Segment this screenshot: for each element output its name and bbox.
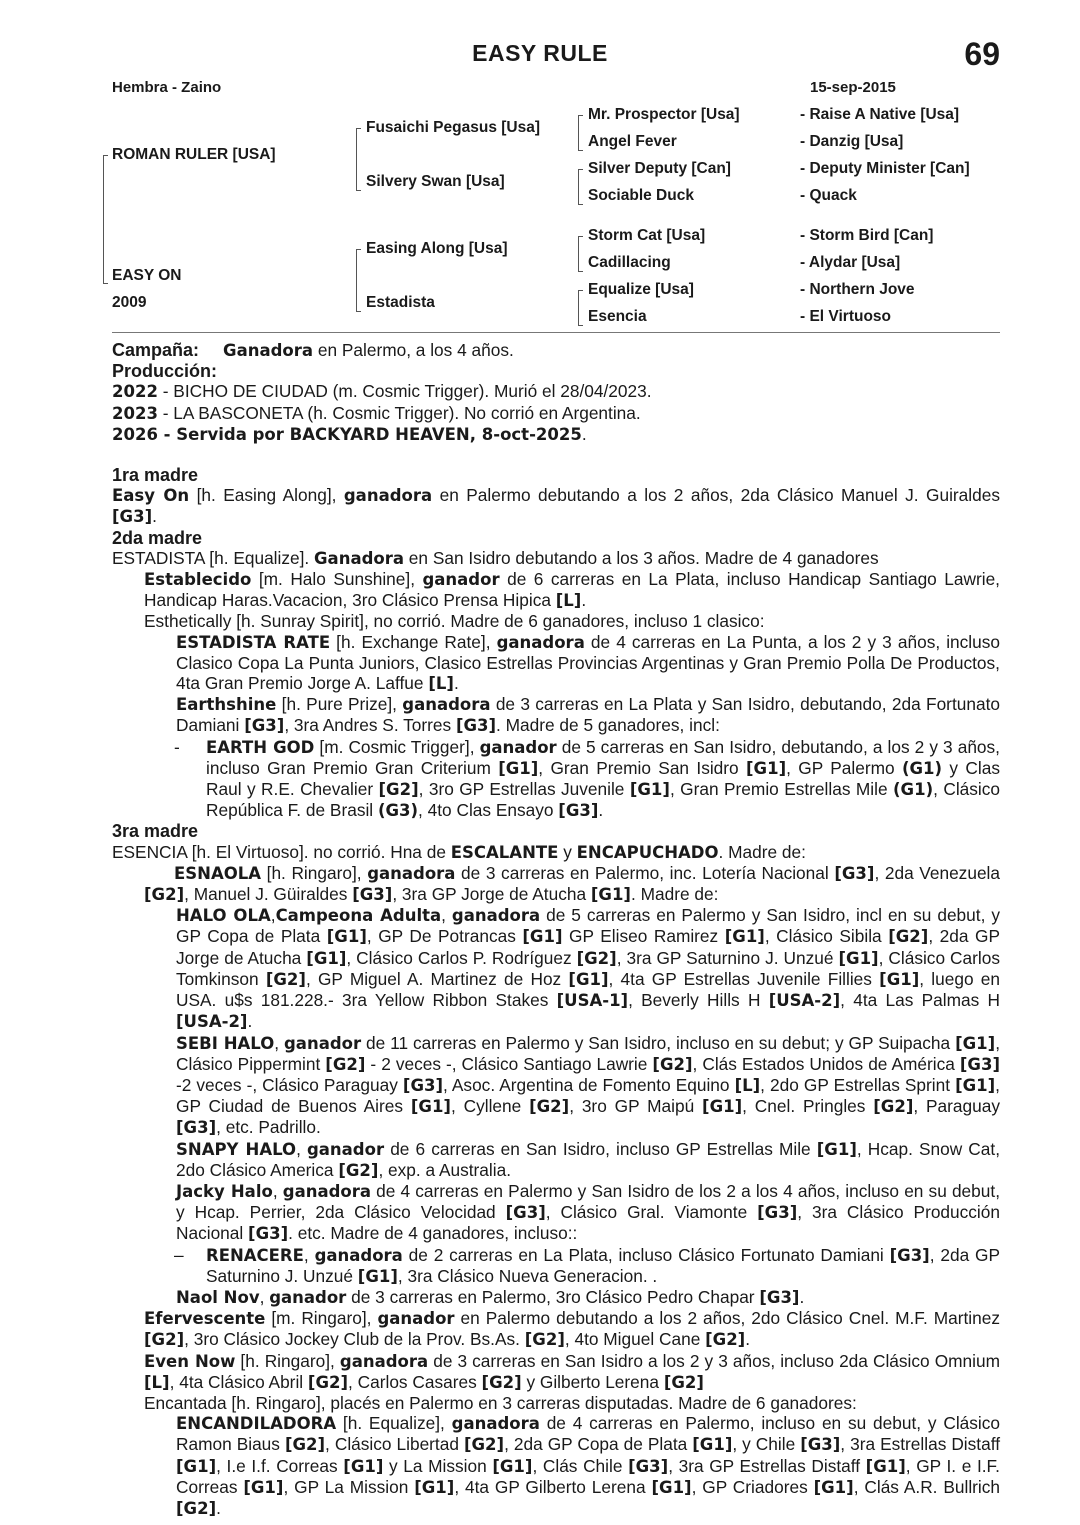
campana-line: Campaña: Ganadora en Palermo, a los 4 años. xyxy=(112,340,514,360)
dam-year: 2009 xyxy=(112,294,147,311)
entry-earthshine: Earthshine [h. Pure Prize], ganadora de 3 carreras en La Plata y San Isidro, debutando, 2da Fortunato Damiani [G3], 3ra Andres S. Torres [G3]. Madre de 5 ganadores, incl: xyxy=(176,694,1000,736)
produccion-label: Producción: xyxy=(112,361,218,382)
pedigree-gen4-1: - Raise A Native [Usa] xyxy=(800,106,960,123)
pedigree-gen4-8: - El Virtuoso xyxy=(800,308,892,325)
pedigree-gen4-7: - Northern Jove xyxy=(800,281,915,298)
entry-renacere: – RENACERE, ganadora de 2 carreras en La Plata, incluso Clásico Fortunato Damiani [G3], 2da GP Saturnino J. Unzué [G1], 3ra Clásico Nueva Generacion. . xyxy=(174,1244,1000,1286)
pedigree-gen4-5: - Storm Bird [Can] xyxy=(800,227,934,244)
pedigree-gen4-4: - Quack xyxy=(800,187,857,204)
madre3-heading: 3ra madre xyxy=(112,821,199,842)
pedigree-gen3-8: Esencia xyxy=(588,308,647,325)
pedigree-gen4-2: - Danzig [Usa] xyxy=(800,133,904,150)
entry-even-now: Even Now [h. Ringaro], ganadora de 3 carreras en San Isidro a los 2 y 3 años, incluso 2da Clásico Omnium [L], 4ta Clásico Abril [G2], Carlos Casares [G2] y Gilberto Lerena [G2] xyxy=(144,1350,1000,1392)
page-number: 69 xyxy=(964,36,1000,72)
pedigree-gen3-7: Equalize [Usa] xyxy=(588,281,694,298)
entry-esnaola: ESNAOLA [h. Ringaro], ganadora de 3 carreras en Palermo, inc. Lotería Nacional [G3], 2da Venezuela [G2], Manuel J. Güiraldes [G3], 3ra GP Jorge de Atucha [G1]. Madre de: xyxy=(144,862,1001,905)
birth-date: 15-sep-2015 xyxy=(810,79,896,96)
pedigree-gen3-2: Angel Fever xyxy=(588,133,677,150)
madre1-heading: 1ra madre xyxy=(112,465,199,486)
entry-snapy-halo: SNAPY HALO, ganador de 6 carreras en San Isidro, incluso GP Estrellas Mile [G1], Hcap. Snow Cat, 2do Clásico America [G2], exp. a Australia. xyxy=(176,1138,1000,1180)
entry-efervescente: Efervescente [m. Ringaro], ganador en Palermo debutando a los 2 años, 2do Clásico Cnel. M.F. Martinez [G2], 3ro Clásico Jockey Club de la Prov. Bs.As. [G2], 4to Miguel Cane [G2]. xyxy=(144,1308,1000,1350)
entry-encantada: Encantada [h. Ringaro], placés en Palermo en 3 carreras disputadas. Madre de 6 ganadores: xyxy=(144,1392,857,1413)
dam-name: EASY ON xyxy=(112,267,182,284)
pedigree-gen2-3: Easing Along [Usa] xyxy=(366,240,508,257)
campana-label: Campaña: xyxy=(112,340,200,360)
divider xyxy=(112,332,1000,333)
entry-earth-god: - EARTH GOD [m. Cosmic Trigger], ganador de 5 carreras en San Isidro, debutando, a los 2 y 3 años, incluso Gran Premio Gran Criterium [G1], Gran Premio San Isidro [G1], GP Palermo (G1) y Clas Raul y R.E. Chevalier [G2], 3ro GP Estrellas Juvenile [G1], Gran Premio Estrellas Mile (G1), Clásico República F. de Brasil (G3), 4to Clas Ensayo [G3]. xyxy=(174,736,1000,821)
pedigree-gen4-3: - Deputy Minister [Can] xyxy=(800,160,970,177)
entry-establecido: Establecido [m. Halo Sunshine], ganador de 6 carreras en La Plata, incluso Handicap Santiago Lawrie, Handicap Haras.Vacacion, 3ro Clásico Prensa Hipica [L]. xyxy=(144,569,1000,611)
madre1-entry: Easy On [h. Easing Along], ganadora en Palermo debutando a los 2 años, 2da Clásico Manuel J. Guiraldes [G3]. xyxy=(112,485,1000,527)
entry-naol-nov: Naol Nov, ganador de 3 carreras en Palermo, 3ro Clásico Pedro Chapar [G3]. xyxy=(176,1286,805,1307)
pedigree-gen2-2: Silvery Swan [Usa] xyxy=(366,173,505,190)
entry-halo-ola: HALO OLA,Campeona Adulta, ganadora de 5 carreras en Palermo y San Isidro, incl en su debut, y GP Copa de Plata [G1], GP De Potrancas [G1] GP Eliseo Ramirez [G1], Clásico Sibila [G2], 2da GP Jorge de Atucha [G1], Clásico Carlos P. Rodríguez [G2], 3ra GP Saturnino J. Unzué [G1], Clásico Carlos Tomkinson [G2], GP Miguel A. Martinez de Hoz [G1], 4ta GP Estrellas Juvenile Fillies [G1], luego en USA. u$s 181.228.- 3ra Yellow Ribbon Stakes [USA-1], Beverly Hills H [USA-2], 4ta Las Palmas H [USA-2]. xyxy=(176,905,1001,1032)
entry-estadista-rate: ESTADISTA RATE [h. Exchange Rate], ganadora de 4 carreras en La Punta, a los 2 y 3 años, incluso Clasico Copa La Punta Juniors, Clasico Estrellas Provincias Argentinas y Gran Premio Polla De Productos, 4ta Gran Premio Jorge A. Laffue [L]. xyxy=(176,631,1001,694)
pedigree-gen3-3: Silver Deputy [Can] xyxy=(588,160,731,177)
pedigree-gen3-4: Sociable Duck xyxy=(588,187,694,204)
sex-color: Hembra - Zaino xyxy=(112,79,222,96)
entry-sebi-halo: SEBI HALO, ganador de 11 carreras en Palermo y San Isidro, incluso en su debut; y GP Suipacha [G1], Clásico Pippermint [G2] - 2 veces -, Clásico Santiago Lawrie [G2], Clás Estados Unidos de América [G3] -2 veces -, Clásico Paraguay [G3], Asoc. Argentina de Fomento Equino [L], 2do GP Estrellas Sprint [G1], GP Ciudad de Buenos Aires [G1], Cyllene [G2], 3ro GP Maipú [G1], Cnel. Pringles [G2], Paraguay [G3], etc. Padrillo. xyxy=(176,1032,1000,1138)
produccion-item: 2022 - BICHO DE CIUDAD (m. Cosmic Trigger). Murió el 28/04/2023. xyxy=(112,381,652,402)
entry-jacky-halo: Jacky Halo, ganadora de 4 carreras en Palermo y San Isidro de los 2 a los 4 años, incluso en su debut, y Hcap. Perrier, 2da Clásico Velocidad [G3], Clásico Gral. Viamonte [G3], 3ra Clásico Producción Nacional [G3]. etc. Madre de 4 ganadores, incluso:: xyxy=(176,1180,1000,1244)
pedigree-gen2-4: Estadista xyxy=(366,294,435,311)
madre2-line: ESTADISTA [h. Equalize]. Ganadora en San Isidro debutando a los 3 años. Madre de 4 ganadores xyxy=(112,547,879,568)
pedigree-table xyxy=(0,0,1080,340)
pedigree-gen3-1: Mr. Prospector [Usa] xyxy=(588,106,740,123)
catalog-text xyxy=(112,340,1000,1519)
pedigree-gen3-6: Cadillacing xyxy=(588,254,671,271)
pedigree-gen3-5: Storm Cat [Usa] xyxy=(588,227,706,244)
madre2-heading: 2da madre xyxy=(112,527,203,548)
entry-esthetically: Esthetically [h. Sunray Spirit], no corrió. Madre de 6 ganadores, incluso 1 clasico: xyxy=(144,611,765,632)
horse-name-title: EASY RULE xyxy=(472,40,608,66)
produccion-item: 2023 - LA BASCONETA (h. Cosmic Trigger). No corrió en Argentina. xyxy=(112,402,641,423)
pedigree-gen2-1: Fusaichi Pegasus [Usa] xyxy=(366,119,541,136)
madre3-line: ESENCIA [h. El Virtuoso]. no corrió. Hna de ESCALANTE y ENCAPUCHADO. Madre de: xyxy=(112,841,806,862)
sire-name: ROMAN RULER [USA] xyxy=(112,146,276,163)
pedigree-gen4-6: - Alydar [Usa] xyxy=(800,254,901,271)
produccion-item: 2026 - Servida por BACKYARD HEAVEN, 8-oct-2025. xyxy=(112,423,587,444)
entry-encandiladora: ENCANDILADORA [h. Equalize], ganadora de 4 carreras en Palermo, incluso en su debut, y Clásico Ramon Biaus [G2], Clásico Libertad [G2], 2da GP Copa de Plata [G1], y Chile [G3], 3ra Estrellas Distaff [G1], I.e I.f. Correas [G1] y La Mission [G1], Clás Chile [G3], 3ra GP Estrellas Distaff [G1], GP I. e I.F. Correas [G1], GP La Mission [G1], 4ta GP Gilberto Lerena [G1], GP Criadores [G1], Clás A.R. Bullrich [G2]. xyxy=(176,1413,1001,1518)
